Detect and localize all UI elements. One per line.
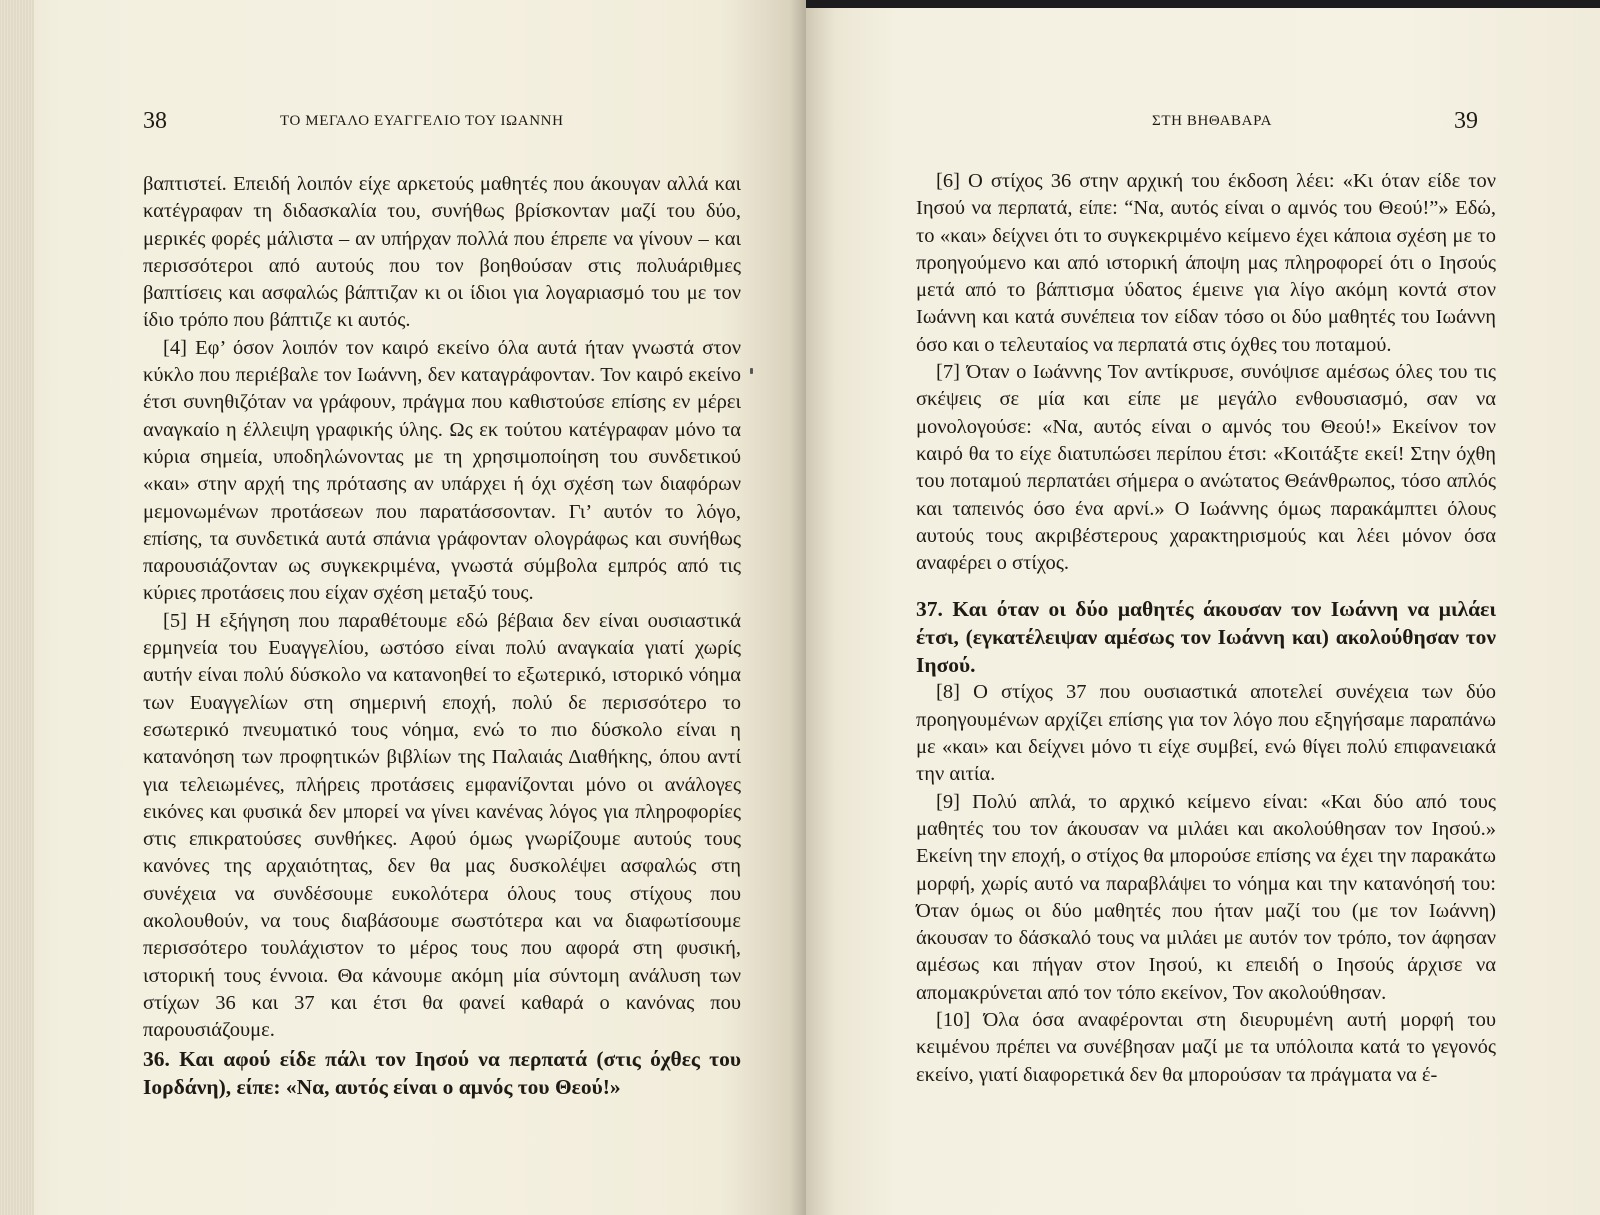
page-edges bbox=[0, 0, 34, 1215]
scan-speck bbox=[750, 368, 753, 374]
paragraph-continued: βαπτιστεί. Επειδή λοιπόν είχε αρκετούς μαθητές που άκουγαν αλλά και κατέγραφαν τη διδασκαλία του, συνήθως βρίσκονταν μαζί του δύο, μερικές φορές μάλιστα – αν υπήρχαν πολλά που έπρεπε να γίνουν – και περισσότεροι από αυτούς που τον βοηθούσαν στις πολυάριθμες βαπτίσεις και ασφαλώς βάπτιζαν κι οι ίδιοι για λογαριασμό του με τον ίδιο τρόπο που βάπτιζε κι αυτός. bbox=[143, 173, 741, 332]
running-head-right: ΣΤΗ ΒΗΘΑΒΑΡΑ bbox=[1152, 113, 1273, 129]
page-number-right: 39 bbox=[1454, 108, 1478, 134]
page-number-left: 38 bbox=[143, 108, 167, 134]
paragraph-9: [9] Πολύ απλά, το αρχικό κείμενο είναι: «Και δύο από τους μαθητές του τον άκουσαν να μιλάει και ακολούθησαν τον Ιησού.» Εκείνη την εποχή, ο στίχος θα μπορούσε επίσης να έχει την παρακάτω μορφή, χωρίς αυτό να παραβλάψει το νόημα και την κατανόησή του: Όταν όμως οι δύο μαθητές που ήταν μαζί του (με τον Ιωάννη) άκουσαν το δάσκαλό τους να μιλάει με αυτόν τον τρόπο, τον άφησαν αμέσως και πήγαν στον Ιησού, κι επειδή ο Ιησούς άρχισε να απομακρύνεται από τον τόπο εκείνον, Τον ακολούθησαν. bbox=[916, 790, 1496, 1004]
verse-heading-37: 37. Και όταν οι δύο μαθητές άκουσαν τον Ιωάννη να μιλάει έτσι, (εγκατέλειψαν αμέσως τον Ιωάννη και) ακολούθησαν τον Ιησού. bbox=[916, 597, 1496, 678]
paragraph-5: [5] Η εξήγηση που παραθέτουμε εδώ βέβαια δεν είναι ουσιαστικά ερμηνεία του Ευαγγελίου, ωστόσο είναι πολύ αναγκαία γιατί χωρίς αυτήν είναι πολύ δύσκολο να κατανοηθεί το εξωτερικό, ιστορικό νόημα των Ευαγγελίων στη σημερινή εποχή, πολύ δε περισσότερο το εσωτερικό πνευματικό τους νόημα, ενώ το πιο δύσκολο είναι η κατανόηση των προφητικών βιβλίων της Παλαιάς Διαθήκης, όπου αντί για τελειωμένες, πλήρεις προτάσεις εμφανίζονται μόνο οι ανάλογες εικόνες και φυσικά δεν μπορεί να γίνει κανένας λόγος για πληροφορίες στις επικρατούσες συνθήκες. Αφού όμως γνωρίζουμε αυτούς τους κανόνες της αρχαιότητας, δεν θα μας δυσκολέψει ασφαλώς στη συνέχεια να συνδέσουμε ευκολότερα όλους τους στίχους που ακολουθούν, να τους διαβάσουμε σωστότερα και να διαφωτίσουμε περισσότερο τουλάχιστον το μέρος τους που αφορά στη φυσική, ιστορική τους έννοια. Θα κάνουμε ακόμη μία σύντομη ανάλυση των στίχων 36 και 37 και έτσι θα φανεί καθαρά ο κανόνας που παρουσιάζουμε. bbox=[143, 609, 741, 1042]
paragraph-8: [8] Ο στίχος 37 που ουσιαστικά αποτελεί συνέχεια των δύο προηγουμένων αρχίζει επίσης για τον λόγο που εξηγήσαμε παραπάνω με «και» και δείχνει μόνο τι είχε συμβεί, ενώ θίγει πολύ επιφανειακά την αιτία. bbox=[916, 681, 1496, 786]
paragraph-10: [10] Όλα όσα αναφέρονται στη διευρυμένη αυτή μορφή του κειμένου πρέπει να συνέβησαν μαζί με τα υπόλοιπα κατά το γεγονός εκείνο, γιατί διαφορετικά δεν θα μπορούσαν τα πράγματα να έ- bbox=[916, 1009, 1496, 1086]
paragraph-4: [4] Εφ’ όσον λοιπόν τον καιρό εκείνο όλα αυτά ήταν γνωστά στον κύκλο που περιέβαλε τον Ιωάννη, δεν καταγράφονταν. Τον καιρό εκείνο έτσι συνηθιζόταν να γράφουν, πράγμα που καθιστούσε επίσης εν μέρει αναγκαίο η έλλειψη γραφικής ύλης. Ως εκ τούτου κατέγραφαν μόνο τα κύρια σημεία, υποδηλώνοντας με τη χρησιμοποίηση του συνδετικού «και» στην αρχή της πρότασης αν υπάρχει ή όχι σχέση των διαφόρων μεμονωμένων προτάσεων που παρατάσσονταν. Γι’ αυτόν το λόγο, επίσης, τα συνδετικά αυτά σπάνια γράφονταν ολογράφως και συνήθως παρουσιάζονταν ως συγκεκριμένα, γνωστά σύμβολα εμπρός από τις κύριες προτάσεις που είχαν σχέση μεταξύ τους. bbox=[143, 336, 741, 605]
paragraph-6: [6] Ο στίχος 36 στην αρχική του έκδοση λέει: «Κι όταν είδε τον Ιησού να περπατά, είπε: “Να, αυτός είναι ο αμνός του Θεού!”» Εδώ, το «και» δείχνει ότι το συγκεκριμένο κείμενο έχει κάποια σχέση με το προηγούμενο και από ιστορική άποψη μας πληροφορεί ότι ο Ιησούς μετά από το βάπτισμα ύδατος έμεινε για λίγο ακόμη κοντά στον Ιωάννη και κατά συνέπεια τον είδαν τόσο οι δύο μαθητές του Ιωάννη όσο και ο τελευταίος να περπατά στις όχθες του ποταμού. bbox=[916, 170, 1496, 356]
right-page bbox=[806, 8, 1600, 1215]
paragraph-7: [7] Όταν ο Ιωάννης Τον αντίκρυσε, συνόψισε αμέσως όλες του τις σκέψεις σε μία και είπε με μεγάλο ενθουσιασμό, σαν να μονολογούσε: «Να, αυτός είναι ο αμνός του Θεού!» Εκείνον τον καιρό θα το είχε διατυπώσει περίπου έτσι: «Κοιτάξτε εκεί! Στην όχθη του ποταμού περπατάει σήμερα ο ανώτατος Θεάνθρωπος, τόσο απλός και ταπεινός όσο ένα αρνί.» Ο Ιωάννης όμως παρακάμπτει όλους αυτούς τους ακριβέστερους χαρακτηρισμούς και λέει μόνον όσα αναφέρει ο στίχος. bbox=[916, 361, 1496, 575]
running-head-left: ΤΟ ΜΕΓΑΛΟ ΕΥΑΓΓΕΛΙΟ ΤΟΥ ΙΩΑΝΝΗ bbox=[280, 113, 564, 129]
verse-heading-36: 36. Και αφού είδε πάλι τον Ιησού να περπατά (στις όχθες του Ιορδάνη), είπε: «Να, αυτός είναι ο αμνός του Θεού!» bbox=[143, 1046, 741, 1099]
right-text-column bbox=[916, 168, 1496, 1089]
left-text-column bbox=[143, 171, 741, 1101]
